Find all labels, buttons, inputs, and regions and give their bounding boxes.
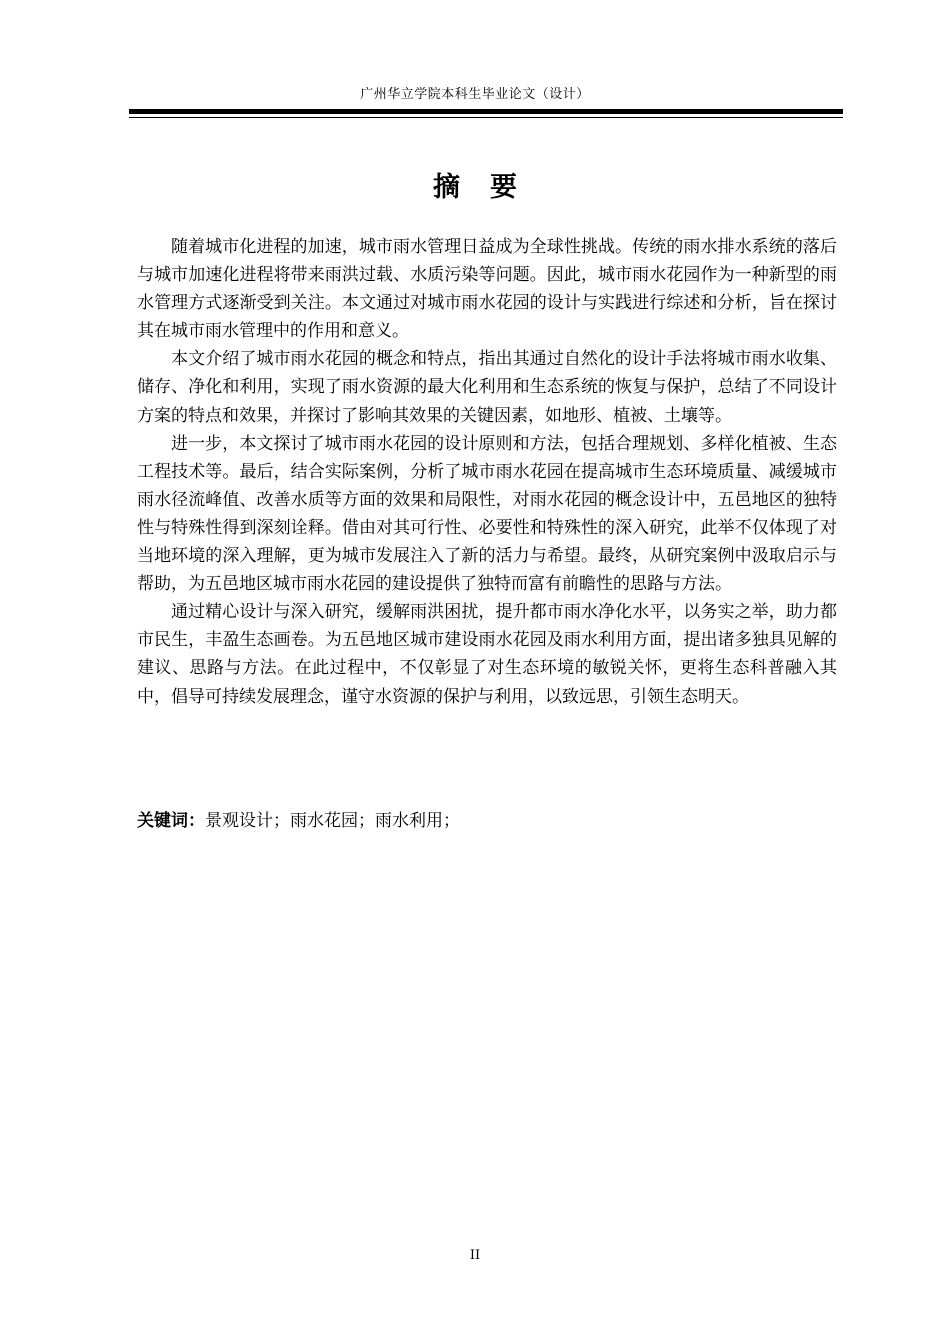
page-title: 摘要: [433, 172, 547, 203]
header-rule-thick: [129, 109, 843, 114]
header-rule-thin: [129, 117, 843, 118]
abstract-paragraph-4: 通过精心设计与深入研究，缓解雨洪困扰，提升都市雨水净化水平，以务实之举，助力都市民生，丰盈生态画卷。为五邑地区城市建设雨水花园及雨水利用方面，提出诸多独具见解的建议、思路与方法。在此过程中，不仅彰显了对生态环境的敏锐关怀，更将生态科普融入其中，倡导可持续发展理念，谨守水资源的保护与利用，以致远思，引领生态明天。: [137, 602, 837, 707]
abstract-paragraph-2: 本文介绍了城市雨水花园的概念和特点，指出其通过自然化的设计手法将城市雨水收集、储存、净化和利用，实现了雨水资源的最大化利用和生态系统的恢复与保护，总结了不同设计方案的特点和效果，并探讨了影响其效果的关键因素，如地形、植被、土壤等。: [137, 349, 837, 426]
keywords-line: [137, 807, 837, 835]
abstract-body: [137, 233, 837, 711]
abstract-paragraph-1: 随着城市化进程的加速，城市雨水管理日益成为全球性挑战。传统的雨水排水系统的落后与城市加速化进程将带来雨洪过载、水质污染等问题。因此，城市雨水花园作为一种新型的雨水管理方式逐渐受到关注。本文通过对城市雨水花园的设计与实践进行综述和分析，旨在探讨其在城市雨水管理中的作用和意义。: [137, 237, 837, 342]
running-header: 广州华立学院本科生毕业论文（设计）: [360, 87, 590, 102]
abstract-paragraph-3: 进一步，本文探讨了城市雨水花园的设计原则和方法，包括合理规划、多样化植被、生态工程技术等。最后，结合实际案例，分析了城市雨水花园在提高城市生态环境质量、减缓城市雨水径流峰值、改善水质等方面的效果和局限性，对雨水花园的概念设计中，五邑地区的独特性与特殊性得到深刻诠释。借由对其可行性、必要性和特殊性的深入研究，此举不仅体现了对当地环境的深入理解，更为城市发展注入了新的活力与希望。最终，从研究案例中汲取启示与帮助，为五邑地区城市雨水花园的建设提供了独特而富有前瞻性的思路与方法。: [137, 433, 837, 595]
keywords-label: 关键词：: [137, 811, 205, 831]
page-number: II: [469, 1248, 481, 1263]
keywords-value: 景观设计；雨水花园；雨水利用；: [205, 811, 460, 831]
